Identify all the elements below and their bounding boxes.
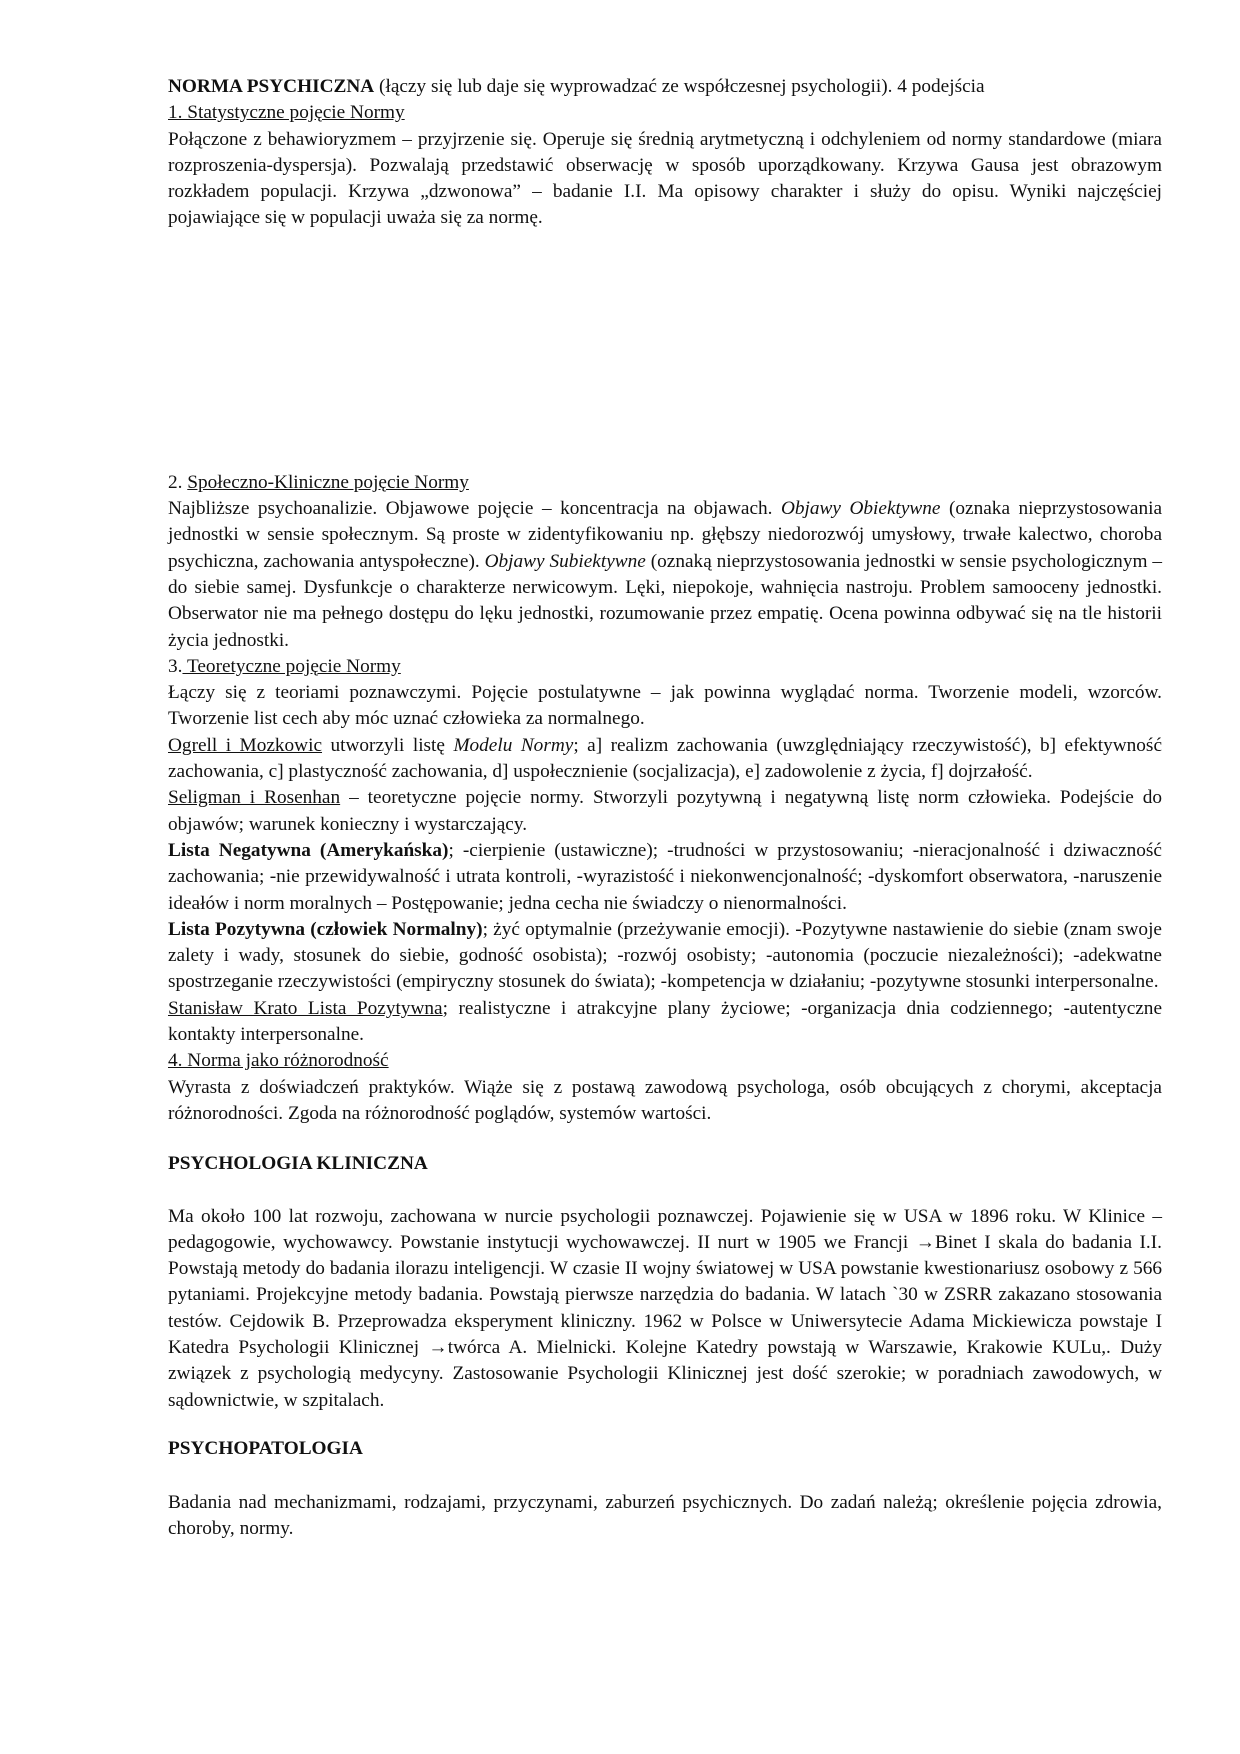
positive-list-title: Lista Pozytywna (człowiek Normalny) bbox=[168, 918, 483, 940]
norma-title-rest: (łączy się lub daje się wyprowadzać ze współczesnej psychologii). 4 podejścia bbox=[374, 76, 985, 97]
krato-paragraph bbox=[168, 996, 1162, 1049]
ogrell-paragraph bbox=[168, 733, 1162, 786]
section-3-number: 3. bbox=[168, 655, 183, 677]
negative-list-title: Lista Negatywna (Amerykańska) bbox=[168, 839, 449, 861]
section-2-text-1: Najbliższe psychoanalizie. Objawowe pojęcie – koncentracja na objawach. bbox=[168, 498, 781, 520]
norma-title: NORMA PSYCHICZNA bbox=[168, 76, 375, 97]
seligman-text: – teoretyczne pojęcie normy. Stworzyli pozytywną i negatywną listę norm człowieka. Podejście do objawów; warunek konieczny i wystarczający. bbox=[168, 787, 1162, 835]
document-page bbox=[168, 74, 1162, 1543]
modelu-normy: Modelu Normy bbox=[453, 734, 574, 756]
positive-list-paragraph bbox=[168, 917, 1162, 996]
objawy-subiektywne: Objawy Subiektywne bbox=[484, 550, 646, 572]
section-2-text-3: (oznaką nieprzystosowania jednostki w sensie psychologicznym – do siebie samej. Dysfunkcje o charakterze nerwicowym. Lęki, niepokoje, wahnięcia nastroju. Problem samooceny jednostki. Obserwator nie ma pełnego dostępu do lęku jednostki, rozumowanie przez empatię. Ocena powinna odbywać się na tle historii życia jednostki. bbox=[168, 550, 1162, 651]
section-2-heading-text: Społeczno-Kliniczne pojęcie Normy bbox=[187, 471, 469, 493]
section-3-paragraph: Łączy się z teoriami poznawczymi. Pojęcie postulatywne – jak powinna wyglądać norma. Tworzenie modeli, wzorców. Tworzenie list cech aby móc uznać człowieka za normalnego. bbox=[168, 682, 1162, 730]
spacer bbox=[168, 1462, 1162, 1490]
section-4-heading bbox=[168, 1048, 1162, 1074]
krato-text: ; realistyczne i atrakcyjne plany życiowe; -organizacja dnia codziennego; -autentyczne kontakty interpersonalne. bbox=[168, 997, 1163, 1046]
seligman-paragraph bbox=[168, 785, 1162, 838]
section-2-text-2: (oznaka nieprzystosowania jednostki w sensie społecznym. Są proste w zidentyfikowaniu np. głębszy niedorozwój umysłowy, trwałe kalectwo, choroba psychiczna, zachowania antyspołeczne). bbox=[168, 498, 1162, 572]
positive-list-text: ; żyć optymalnie (przeżywanie emocji). -Pozytywne nastawienie do siebie (znam swoje zalety i wady, stosunek do siebie, godność osobista); -rozwój osobisty; -autonomia (poczucie niezależności); -adekwatne spostrzeganie rzeczywistości (empiryczny stosunek do świata); -kompetencja w działaniu; -pozytywne stosunki interpersonalne. bbox=[168, 918, 1162, 993]
section-2-paragraph bbox=[168, 496, 1162, 654]
psychopatologia-paragraph: Badania nad mechanizmami, rodzajami, przyczynami, zaburzeń psychicznych. Do zadań należą; określenie pojęcia zdrowia, choroby, normy. bbox=[168, 1492, 1162, 1540]
section-3-heading-text: Teoretyczne pojęcie Normy bbox=[182, 655, 401, 677]
psychopatologia-heading: PSYCHOPATOLOGIA bbox=[168, 1437, 363, 1459]
spacer bbox=[168, 1414, 1162, 1436]
section-2-heading bbox=[168, 470, 1162, 496]
ogrell-text-1: utworzyli listę bbox=[322, 734, 454, 756]
seligman-names: Seligman i Rosenhan bbox=[168, 787, 341, 809]
psychologia-kliniczna-paragraph: Ma około 100 lat rozwoju, zachowana w nurcie psychologii poznawczej. Pojawienie się w USA w 1896 roku. W Klinice – pedagogowie, wychowawcy. Powstanie instytucji wychowawczej. II nurt w 1905 we Francji →Binet I skala do badania I.I. Powstają metody do badania ilorazu inteligencji. W czasie II wojny światowej w USA powstanie kwestionariusz osobowy z 566 pytaniami. Projekcyjne metody badania. Powstają pierwsze narzędzia do badania. W latach `30 w ZSRR zakazano stosowania testów. Cejdowik B. Przeprowadza eksperyment kliniczny. 1962 w Polsce w Uniwersytecie Adama Mickiewicza powstaje I Katedra Psychologii Klinicznej →twórca A. Mielnicki. Kolejne Katedry powstają w Warszawie, Krakowie KULu,. Duży związek z psychologią medycyny. Zastosowanie Psychologii Klinicznej jest dość szerokie; w poradniach zawodowych, w sądownictwie, w szpitalach. bbox=[168, 1205, 1162, 1411]
section-2-number: 2. bbox=[168, 471, 188, 493]
section-1-heading bbox=[168, 100, 1162, 126]
objawy-obiektywne: Objawy Obiektywne bbox=[780, 498, 941, 520]
negative-list-text: ; -cierpienie (ustawiczne); -trudności w przystosowaniu; -nieracjonalność i dziwaczność zachowania; -nie przewidywalność i utrata kontroli, -wyrazistość i niekonwencjonalność; -dyskomfort obserwatora, -naruszenie ideałów i norm moralnych – Postępowanie; jedna cecha nie świadczy o nienormalności. bbox=[168, 839, 1162, 914]
krato-name: Stanisław Krato Lista Pozytywna bbox=[168, 997, 443, 1019]
blank-space bbox=[168, 232, 1162, 470]
spacer bbox=[168, 1178, 1162, 1204]
ogrell-text-2: ; a] realizm zachowania (uwzględniający rzeczywistość), b] efektywność zachowania, c] plastyczność zachowania, d] uspołecznienie (socjalizacja), e] zadowolenie z życia, f] dojrzałość. bbox=[168, 734, 1162, 783]
norma-title-line bbox=[168, 74, 1162, 100]
section-4-heading-text: 4. Norma jako różnorodność bbox=[168, 1050, 389, 1072]
section-3-heading bbox=[168, 654, 1162, 680]
section-1-paragraph: Połączone z behawioryzmem – przyjrzenie się. Operuje się średnią arytmetyczną i odchyleniem od normy standardowe (miara rozproszenia-dyspersja). Pozwalają przedstawić obserwację w sposób uporządkowany. Krzywa Gausa jest obrazowym rozkładem populacji. Krzywa „dzwonowa” – badanie I.I. Ma opisowy charakter i służy do opisu. Wyniki najczęściej pojawiające się w populacji uważa się za normę. bbox=[168, 128, 1162, 229]
section-4-paragraph: Wyrasta z doświadczeń praktyków. Wiąże się z postawą zawodową psychologa, osób obcujących z chorymi, akceptacja różnorodności. Zgoda na różnorodność poglądów, systemów wartości. bbox=[168, 1076, 1162, 1124]
negative-list-paragraph bbox=[168, 838, 1162, 917]
psychologia-kliniczna-heading: PSYCHOLOGIA KLINICZNA bbox=[168, 1153, 428, 1175]
ogrell-names: Ogrell i Mozkowic bbox=[168, 734, 323, 756]
spacer bbox=[168, 1127, 1162, 1151]
section-1-heading-text: 1. Statystyczne pojęcie Normy bbox=[168, 102, 405, 124]
